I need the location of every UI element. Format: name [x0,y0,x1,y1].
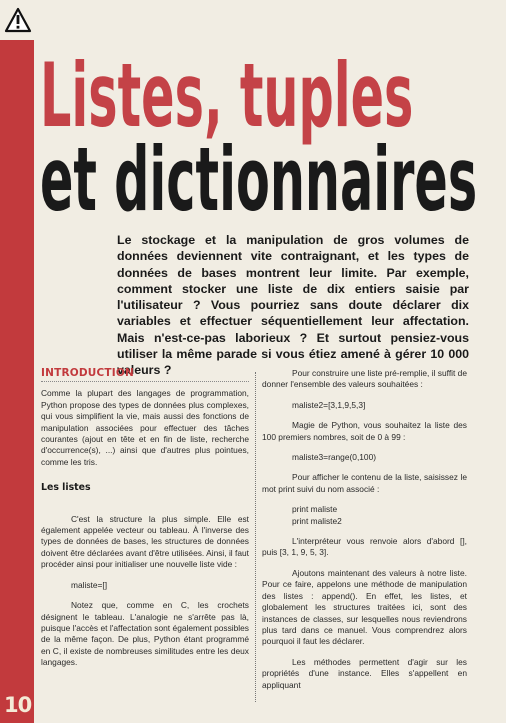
code-line: maliste=[] [71,579,108,590]
intro-paragraph: Le stockage et la manipulation de gros volumes de données deviennent vite contraignant, et les types de données de bases montrent leur limite. Par exemple, comment stocker une liste de dix entiers saisie par l'utilisateur ? Vous pourriez sans doute déclarer dix variables et effectuer séquentiellement leur affectation. Mais n'est-ce-pas laborieux ? Et surtout pensiez-vous utiliser la même parade si vous étiez amené à gérer 10 000 valeurs ? [117,233,469,378]
left-column [41,368,249,678]
paragraph: Les méthodes permettent d'agir sur les propriétés d'une instance. Elles s'appellent en appliquant [262,656,467,690]
code-line: maliste2=[3,1,9,5,3] [292,399,366,410]
paragraph: Ajoutons maintenant des valeurs à notre liste. Pour ce faire, appelons une méthode de manipulation des listes : append(). En effet, les listes, et globalement les structures traitées ici, sont des instances de classes, sur lesquelles nous reviendrons plus tard dans ce manuel. Vous comprendrez alors pourquoi il faut les déclarer. [262,567,467,647]
code-line: print maliste2 [292,515,342,526]
red-sidebar [0,0,34,723]
page-title-line-1: Listes, tuples [40,44,414,147]
code-line: maliste3=range(0,100) [292,452,377,463]
warning-triangle-icon [4,7,32,33]
page-title-line-2: et dictionnaires [40,128,478,231]
paragraph: Pour construire une liste pré-remplie, il suffit de donner l'ensemble des valeurs souhaitées : [262,368,467,390]
intro-text: Comme la plupart des langages de programmation, Python propose des types de données plus complexes, qui vous simplifient la vie, mais aussi des fonctions de manipulation associées pour effectuer des tâches courantes (ajout en tête et en fin de liste, recherche d'occurrence(s), ...) ainsi que d'autres plus pointues, comme les tris. [41,388,249,467]
right-column [262,368,467,700]
paragraph: Notez que, comme en C, les crochets désignent le tableau. L'analogie ne s'arrête pas là, puisque l'accès et l'affectation sont également possibles de la même façon. De plus, Python étant programmé en C, il existe de nombreuses similitudes entre les deux langages. [41,600,249,668]
column-divider [255,372,256,702]
page-number: 10 [4,693,32,717]
warning-box [0,0,36,40]
paragraph: Pour afficher le contenu de la liste, saisissez le mot print suivi du nom associé : [262,472,467,494]
paragraph: C'est la structure la plus simple. Elle est également appelée vecteur ou tableau. À l'inverse des types de données de bases, les structures de données doivent être déclarées avant d'être utilisées. Ainsi, il faut procéder ainsi pour initialiser une nouvelle liste vide : [41,513,249,570]
subheading-les-listes: Les listes [41,482,91,494]
paragraph: L'interpréteur vous renvoie alors d'abord [], puis [3, 1, 9, 5, 3]. [262,536,467,558]
paragraph: Magie de Python, vous souhaitez la liste des 100 premiers nombres, soit de 0 à 99 : [262,420,467,442]
section-heading-introduction: INTRODUCTION [41,368,249,382]
code-line: print maliste [292,504,338,515]
